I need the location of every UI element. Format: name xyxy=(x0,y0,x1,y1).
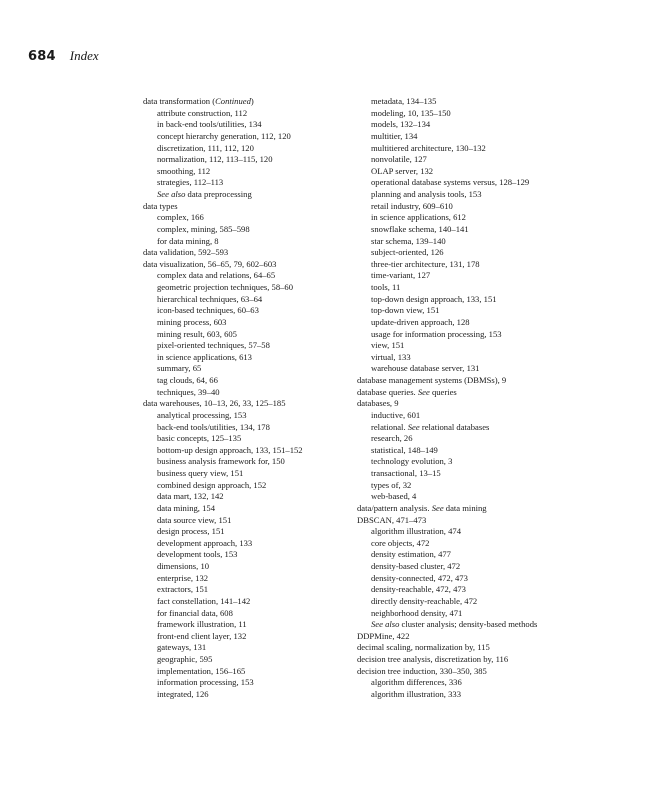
index-subentry xyxy=(143,212,393,224)
index-subentry xyxy=(143,480,393,492)
index-entry-text: for financial data, 608 xyxy=(157,607,233,618)
index-entry-text: hierarchical techniques, 63–64 xyxy=(157,293,263,304)
index-subentry xyxy=(357,456,622,468)
index-entry-text: cluster analysis; density-based methods xyxy=(399,619,538,630)
index-subentry xyxy=(143,270,393,282)
index-subentry xyxy=(143,677,393,689)
index-entry-text: combined design approach, 152 xyxy=(157,479,267,490)
index-subentry xyxy=(357,317,622,329)
index-subentry xyxy=(143,445,393,457)
index-subentry xyxy=(357,584,622,596)
index-entry-text: snowflake schema, 140–141 xyxy=(371,223,469,234)
index-entry-text: databases, 9 xyxy=(357,398,399,409)
index-entry-text: directly density-reachable, 472 xyxy=(371,595,478,606)
index-entry-text: ) xyxy=(250,96,254,106)
index-entry-italic-text: See also xyxy=(371,619,400,630)
index-entry-text: smoothing, 112 xyxy=(157,165,211,176)
index-entry-text: algorithm differences, 336 xyxy=(371,677,462,688)
index-subentry xyxy=(143,317,393,329)
index-subentry xyxy=(143,619,393,631)
index-entry-italic-text: See xyxy=(407,421,420,432)
index-entry-text: three-tier architecture, 131, 178 xyxy=(371,258,480,269)
index-subentry xyxy=(357,677,622,689)
index-entry xyxy=(143,247,393,259)
index-entry-text: research, 26 xyxy=(371,433,413,444)
index-subentry xyxy=(357,201,622,213)
index-entry-text: density-based cluster, 472 xyxy=(371,561,461,571)
index-subentry xyxy=(357,573,622,585)
index-entry-text: data transformation ( xyxy=(143,96,216,106)
index-entry-italic-text: Continued xyxy=(215,96,251,106)
index-subentry xyxy=(143,654,393,666)
index-column-left xyxy=(143,96,393,701)
index-entry-text: metadata, 134–135 xyxy=(371,96,437,106)
index-subentry xyxy=(143,549,393,561)
index-subentry xyxy=(143,177,393,189)
index-entry-text: in back-end tools/utilities, 134 xyxy=(157,119,262,130)
index-subentry xyxy=(143,387,393,399)
index-subentry xyxy=(357,270,622,282)
index-entry-text: nonvolatile, 127 xyxy=(371,154,427,165)
index-entry xyxy=(143,398,393,410)
index-subentry xyxy=(357,247,622,259)
index-entry-text: pixel-oriented techniques, 57–58 xyxy=(157,340,270,351)
index-entry-text: relational databases xyxy=(419,421,490,432)
index-subentry xyxy=(357,480,622,492)
index-subentry xyxy=(143,689,393,701)
index-subentry xyxy=(357,224,622,236)
index-entry-text: normalization, 112, 113–115, 120 xyxy=(157,154,273,165)
index-entry-text: OLAP server, 132 xyxy=(371,165,434,176)
index-entry-text: types of, 32 xyxy=(371,479,412,490)
index-entry-text: top-down design approach, 133, 151 xyxy=(371,293,497,304)
index-subentry xyxy=(357,596,622,608)
index-subentry xyxy=(143,224,393,236)
index-entry-text: core objects, 472 xyxy=(371,537,430,548)
index-entry-text: development approach, 133 xyxy=(157,537,253,548)
index-entry-text: inductive, 601 xyxy=(371,409,421,420)
index-entry-text: enterprise, 132 xyxy=(157,572,209,583)
index-subentry xyxy=(357,445,622,457)
index-entry-text: attribute construction, 112 xyxy=(157,107,248,118)
index-entry-text: top-down view, 151 xyxy=(371,305,440,316)
index-entry xyxy=(143,259,393,271)
index-entry xyxy=(357,375,622,387)
index-subentry xyxy=(143,329,393,341)
page-number: 684 xyxy=(28,49,56,64)
index-entry-text: implementation, 156–165 xyxy=(157,665,246,676)
index-entry-text: tools, 11 xyxy=(371,282,401,292)
index-entry-text: DBSCAN, 471–473 xyxy=(357,514,427,525)
index-subentry xyxy=(143,538,393,550)
index-entry xyxy=(357,515,622,527)
index-entry-text: data types xyxy=(143,200,178,211)
index-entry-text: in science applications, 613 xyxy=(157,351,252,362)
index-subentry xyxy=(357,422,622,434)
index-subentry xyxy=(357,549,622,561)
index-entry-text: decision tree analysis, discretization by, 116 xyxy=(357,654,509,664)
index-subentry xyxy=(357,352,622,364)
index-entry-text: usage for information processing, 153 xyxy=(371,328,502,339)
index-subentry xyxy=(357,294,622,306)
index-entry-text: update-driven approach, 128 xyxy=(371,316,470,327)
index-subentry xyxy=(357,689,622,701)
index-entry-text: dimensions, 10 xyxy=(157,561,210,571)
index-subentry xyxy=(357,259,622,271)
index-entry xyxy=(357,631,622,643)
index-entry-text: queries xyxy=(429,386,457,397)
index-entry-text: operational database systems versus, 128–129 xyxy=(371,177,530,188)
index-subentry xyxy=(143,363,393,375)
index-subentry xyxy=(357,491,622,503)
index-entry-text: models, 132–134 xyxy=(371,119,431,130)
index-entry-text: for data mining, 8 xyxy=(157,235,219,246)
index-entry xyxy=(357,654,622,666)
index-entry-text: summary, 65 xyxy=(157,363,202,374)
index-entry-text: business query view, 151 xyxy=(157,468,244,478)
index-entry-text: data source view, 151 xyxy=(157,514,232,525)
index-subentry xyxy=(143,561,393,573)
index-entry-text: complex data and relations, 64–65 xyxy=(157,270,276,281)
index-subentry xyxy=(357,177,622,189)
index-entry xyxy=(357,398,622,410)
index-entry-text: warehouse database server, 131 xyxy=(371,363,480,374)
index-subentry xyxy=(143,108,393,120)
index-entry-text: strategies, 112–113 xyxy=(157,177,224,188)
index-subentry xyxy=(143,294,393,306)
index-entry-text: density-reachable, 472, 473 xyxy=(371,584,466,595)
index-subentry xyxy=(357,305,622,317)
index-subentry xyxy=(143,166,393,178)
index-entry-text: geometric projection techniques, 58–60 xyxy=(157,282,294,292)
index-subentry xyxy=(143,154,393,166)
index-subentry xyxy=(143,236,393,248)
index-entry xyxy=(357,503,622,515)
index-entry-text: extractors, 151 xyxy=(157,584,209,595)
index-subentry xyxy=(357,119,622,131)
index-entry-text: techniques, 39–40 xyxy=(157,386,220,397)
index-entry-text: density-connected, 472, 473 xyxy=(371,572,468,583)
index-entry-text: gateways, 131 xyxy=(157,642,207,653)
index-entry-text: framework illustration, 11 xyxy=(157,619,247,630)
index-entry-text: integrated, 126 xyxy=(157,688,209,699)
index-entry-text: front-end client layer, 132 xyxy=(157,630,247,641)
index-subentry xyxy=(357,143,622,155)
index-entry-text: back-end tools/utilities, 134, 178 xyxy=(157,421,270,432)
index-entry-text: virtual, 133 xyxy=(371,351,411,362)
index-subentry xyxy=(143,491,393,503)
index-entry-text: DDPMine, 422 xyxy=(357,630,410,641)
index-entry xyxy=(357,666,622,678)
index-subentry xyxy=(143,584,393,596)
page-header xyxy=(28,47,99,65)
index-entry xyxy=(357,642,622,654)
index-entry-text: mining process, 603 xyxy=(157,316,227,327)
index-entry xyxy=(143,201,393,213)
index-subentry xyxy=(357,108,622,120)
index-entry-text: geographic, 595 xyxy=(157,654,213,664)
index-subentry xyxy=(357,538,622,550)
index-subentry xyxy=(143,410,393,422)
index-subentry xyxy=(357,282,622,294)
index-entry-text: data visualization, 56–65, 79, 602–603 xyxy=(143,258,277,269)
index-subentry xyxy=(143,596,393,608)
index-subentry xyxy=(357,96,622,108)
index-subentry xyxy=(143,305,393,317)
index-entry-text: discretization, 111, 112, 120 xyxy=(157,142,254,153)
index-entry-text: data validation, 592–593 xyxy=(143,247,229,258)
index-column-right xyxy=(357,96,622,701)
index-subentry xyxy=(143,189,393,201)
index-entry-text: data warehouses, 10–13, 26, 33, 125–185 xyxy=(143,398,286,409)
index-entry xyxy=(357,387,622,399)
index-entry-text: planning and analysis tools, 153 xyxy=(371,189,482,199)
index-entry-text: subject-oriented, 126 xyxy=(371,247,444,258)
index-subentry xyxy=(357,608,622,620)
index-entry-text: multitiered architecture, 130–132 xyxy=(371,142,486,153)
index-subentry xyxy=(143,503,393,515)
index-entry-text: information processing, 153 xyxy=(157,677,254,688)
index-subentry xyxy=(143,515,393,527)
index-entry-text: complex, mining, 585–598 xyxy=(157,223,250,234)
index-entry-text: transactional, 13–15 xyxy=(371,468,441,478)
index-subentry xyxy=(143,642,393,654)
running-title: Index xyxy=(69,48,99,63)
index-entry-text: basic concepts, 125–135 xyxy=(157,433,242,444)
index-subentry xyxy=(143,282,393,294)
index-subentry xyxy=(143,468,393,480)
index-entry-text: algorithm illustration, 474 xyxy=(371,526,461,537)
index-subentry xyxy=(143,340,393,352)
index-entry-text: modeling, 10, 135–150 xyxy=(371,107,451,118)
index-subentry xyxy=(357,468,622,480)
index-subentry xyxy=(357,363,622,375)
index-entry-text: multitier, 134 xyxy=(371,130,418,141)
index-subentry xyxy=(143,608,393,620)
index-subentry xyxy=(357,189,622,201)
index-entry-italic-text: See also xyxy=(157,189,186,199)
index-subentry xyxy=(143,352,393,364)
index-subentry xyxy=(143,666,393,678)
index-entry-text: analytical processing, 153 xyxy=(157,409,247,420)
index-subentry xyxy=(357,526,622,538)
index-entry-text: in science applications, 612 xyxy=(371,212,466,223)
index-subentry xyxy=(357,131,622,143)
index-subentry xyxy=(357,154,622,166)
index-subentry xyxy=(357,166,622,178)
index-subentry xyxy=(143,573,393,585)
index-subentry xyxy=(357,236,622,248)
index-entry-text: fact constellation, 141–142 xyxy=(157,595,251,606)
index-entry-text: database queries. xyxy=(357,386,418,397)
index-subentry xyxy=(143,526,393,538)
index-subentry xyxy=(143,119,393,131)
index-subentry xyxy=(357,619,622,631)
index-entry-text: data mining, 154 xyxy=(157,502,215,513)
index-subentry xyxy=(143,433,393,445)
index-subentry xyxy=(143,631,393,643)
index-subentry xyxy=(143,456,393,468)
index-entry-text: web-based, 4 xyxy=(371,491,417,502)
index-subentry xyxy=(357,212,622,224)
index-entry-text: decimal scaling, normalization by, 115 xyxy=(357,642,490,653)
index-entry-text: icon-based techniques, 60–63 xyxy=(157,305,259,316)
index-entry-text: database management systems (DBMSs), 9 xyxy=(357,375,507,385)
index-entry-text: density estimation, 477 xyxy=(371,549,451,560)
index-entry-text: mining result, 603, 605 xyxy=(157,328,237,339)
index-entry-text: development tools, 153 xyxy=(157,549,238,560)
index-subentry xyxy=(357,340,622,352)
index-entry-text: time-variant, 127 xyxy=(371,270,431,281)
index-entry-text: design process, 151 xyxy=(157,526,225,537)
index-entry-italic-text: See xyxy=(417,386,430,397)
index-subentry xyxy=(143,131,393,143)
index-entry-text: view, 151 xyxy=(371,340,405,351)
index-entry-text: relational. xyxy=(371,421,408,432)
index-subentry xyxy=(357,410,622,422)
index-entry-text: star schema, 139–140 xyxy=(371,235,446,246)
index-entry-text: tag clouds, 64, 66 xyxy=(157,375,218,385)
index-subentry xyxy=(143,375,393,387)
index-entry-text: data mart, 132, 142 xyxy=(157,491,224,502)
index-entry-text: decision tree induction, 330–350, 385 xyxy=(357,665,487,676)
index-subentry xyxy=(143,143,393,155)
index-entry-text: bottom-up design approach, 133, 151–152 xyxy=(157,444,303,455)
index-entry-text: retail industry, 609–610 xyxy=(371,200,453,211)
index-entry-italic-text: See xyxy=(431,502,444,513)
index-entry-text: complex, 166 xyxy=(157,212,204,223)
index-entry-text: technology evolution, 3 xyxy=(371,456,453,467)
index-entry-text: data preprocessing xyxy=(185,189,252,199)
index-entry-text: statistical, 148–149 xyxy=(371,444,438,455)
index-entry-text: business analysis framework for, 150 xyxy=(157,456,285,467)
index-entry-text: algorithm illustration, 333 xyxy=(371,688,461,699)
index-subentry xyxy=(357,561,622,573)
index-entry-text: data/pattern analysis. xyxy=(357,502,432,513)
index-subentry xyxy=(357,329,622,341)
index-entry-text: data mining xyxy=(443,502,487,513)
index-subentry xyxy=(143,422,393,434)
index-entry-text: concept hierarchy generation, 112, 120 xyxy=(157,130,291,141)
index-entry-text: neighborhood density, 471 xyxy=(371,607,463,618)
index-subentry xyxy=(357,433,622,445)
index-entry xyxy=(143,96,393,108)
